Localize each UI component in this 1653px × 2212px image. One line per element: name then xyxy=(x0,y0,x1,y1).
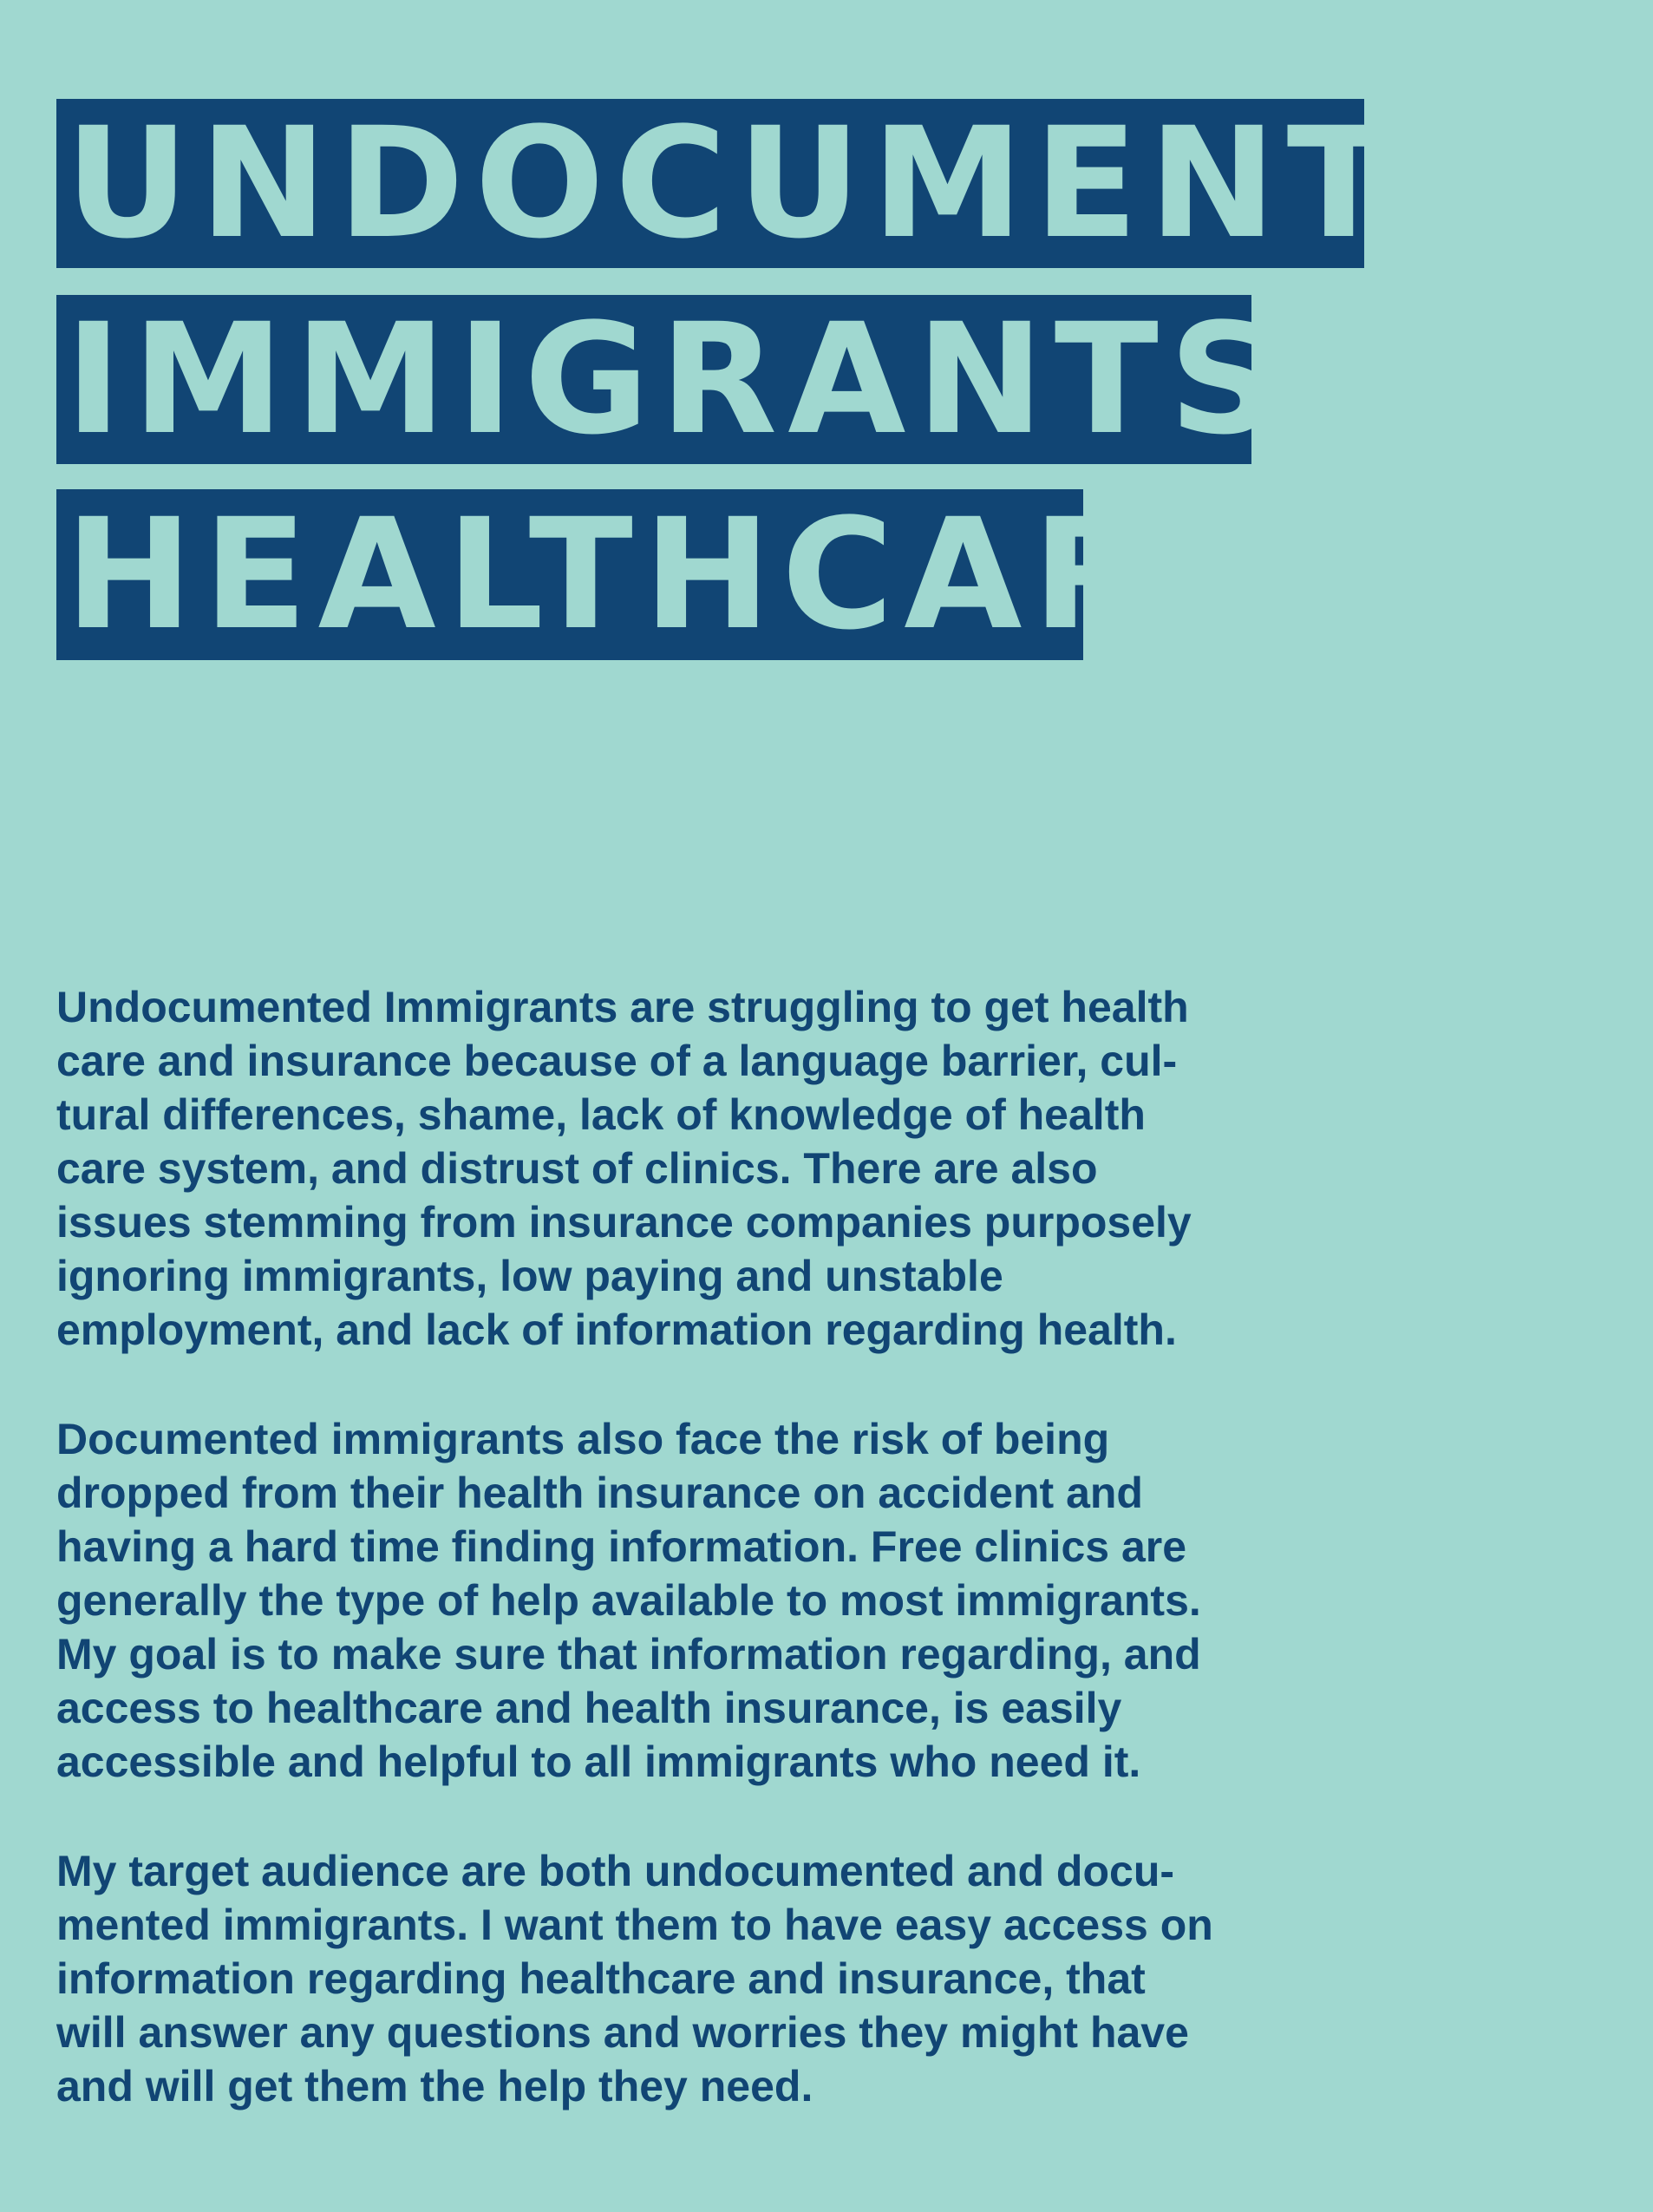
paragraph-line: Documented immigrants also face the risk of being xyxy=(56,1415,1110,1463)
paragraph-line: issues stemming from insurance companies purposely xyxy=(56,1198,1192,1247)
paragraph-line: accessible and helpful to all immigrants who need it. xyxy=(56,1738,1141,1786)
paragraph-line: dropped from their health insurance on accident and xyxy=(56,1469,1143,1517)
paragraph-line: My target audience are both undocumented and docu- xyxy=(56,1847,1175,1895)
paragraph-2 xyxy=(56,1412,1305,1789)
paragraph-line: information regarding healthcare and insurance, that xyxy=(56,1954,1146,2003)
paragraph-3 xyxy=(56,1844,1305,2113)
paragraph-line: care and insurance because of a language barrier, cul- xyxy=(56,1037,1178,1085)
paragraph-line: ignoring immigrants, low paying and unstable xyxy=(56,1252,1003,1300)
title-line-3: HEALTHCARE xyxy=(56,489,1083,660)
paragraph-line: generally the type of help available to most immigrants. xyxy=(56,1576,1201,1625)
paragraph-line: mented immigrants. I want them to have easy access on xyxy=(56,1901,1213,1949)
paragraph-line: Undocumented Immigrants are struggling to get health xyxy=(56,983,1189,1031)
title-line-1: UNDOCUMENTED xyxy=(56,99,1364,268)
paragraph-line: and will get them the help they need. xyxy=(56,2062,813,2111)
paragraph-line: tural differences, shame, lack of knowledge of health xyxy=(56,1090,1146,1139)
paragraph-line: My goal is to make sure that information regarding, and xyxy=(56,1630,1201,1679)
title-line-2: IMMIGRANTS & xyxy=(56,295,1251,464)
paragraph-line: access to healthcare and health insurance, is easily xyxy=(56,1684,1122,1732)
paragraph-line: care system, and distrust of clinics. There are also xyxy=(56,1144,1098,1193)
paragraph-line: having a hard time finding information. Free clinics are xyxy=(56,1522,1187,1571)
paragraph-1 xyxy=(56,980,1305,1357)
paragraph-line: employment, and lack of information regarding health. xyxy=(56,1306,1177,1354)
paragraph-line: will answer any questions and worries they might have xyxy=(56,2008,1189,2057)
